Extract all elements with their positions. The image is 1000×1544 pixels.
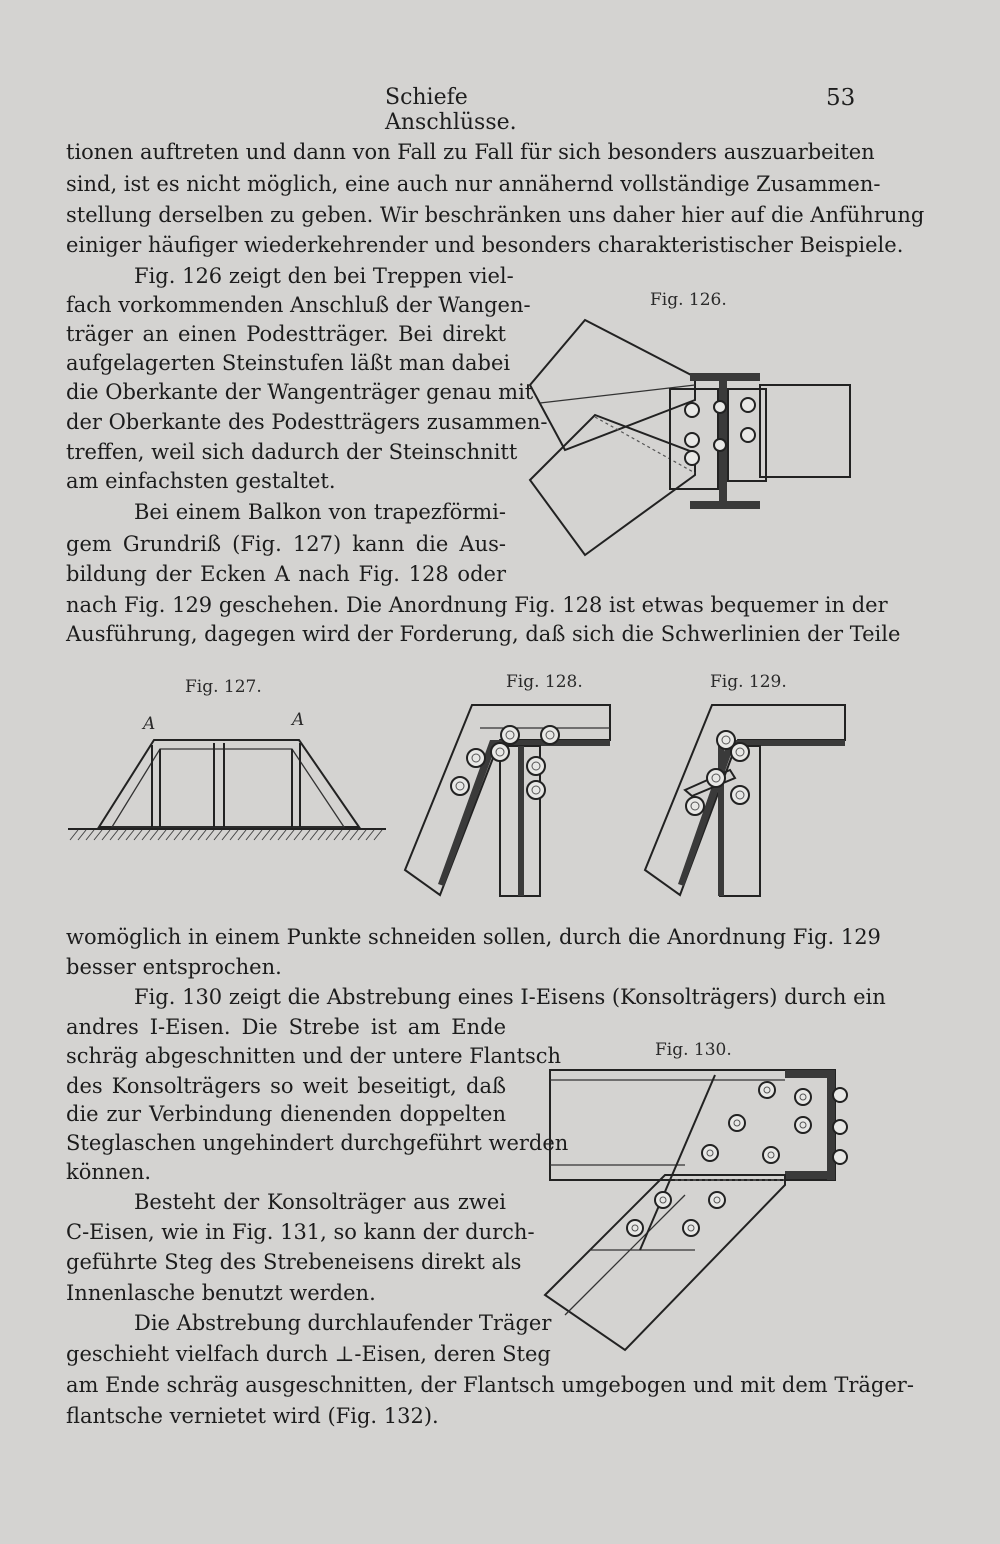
text-line: bildung der Ecken A nach Fig. 128 oder (66, 562, 506, 586)
text-line: Besteht der Konsolträger aus zwei (134, 1190, 506, 1214)
figure-129-drawing (640, 700, 850, 900)
page-number: 53 (826, 85, 856, 111)
text-line: Steglaschen ungehindert durchgeführt werden (66, 1131, 569, 1155)
text-line: des Konsolträgers so weit beseitigt, daß (66, 1074, 506, 1098)
text-line: die zur Verbindung dienenden doppelten (66, 1102, 506, 1126)
text-line: schräg abgeschnitten und der untere Flantsch (66, 1044, 562, 1068)
text-line: nach Fig. 129 geschehen. Die Anordnung Fig. 128 ist etwas bequemer in der (66, 593, 888, 617)
corner-label: A (143, 714, 156, 734)
text-line: geschieht vielfach durch ⊥-Eisen, deren Steg (66, 1342, 551, 1366)
text-line: tionen auftreten und dann von Fall zu Fall für sich besonders auszuarbeiten (66, 140, 875, 164)
text-line: träger an einen Podestträger. Bei direkt (66, 322, 506, 346)
text-line: womöglich in einem Punkte schneiden sollen, durch die Anordnung Fig. 129 (66, 925, 881, 949)
figure-caption: Fig. 126. (650, 290, 727, 310)
text-line: Bei einem Balkon von trapezförmi- (134, 500, 506, 524)
text-line: treffen, weil sich dadurch der Steinschnitt (66, 440, 518, 464)
chapter-title: Schiefe Anschlüsse. (385, 85, 517, 135)
text-line: stellung derselben zu geben. Wir beschränken uns daher hier auf die Anführung (66, 203, 925, 227)
figure-caption: Fig. 130. (655, 1040, 732, 1060)
text-line: gem Grundriß (Fig. 127) kann die Aus- (66, 532, 506, 556)
text-line: Fig. 126 zeigt den bei Treppen viel- (134, 264, 514, 288)
text-line: Fig. 130 zeigt die Abstrebung eines I-Eisens (Konsolträgers) durch ein (134, 985, 886, 1009)
text-line: Ausführung, dagegen wird der Forderung, daß sich die Schwerlinien der Teile (66, 622, 901, 646)
figure-128-drawing (400, 700, 620, 900)
text-line: die Oberkante der Wangenträger genau mit (66, 380, 534, 404)
figure-caption: Fig. 129. (710, 672, 787, 692)
figure-caption: Fig. 128. (506, 672, 583, 692)
text-line: können. (66, 1160, 152, 1184)
text-line: geführte Steg des Strebeneisens direkt als (66, 1250, 522, 1274)
text-line: besser entsprochen. (66, 955, 282, 979)
corner-label: A (292, 710, 305, 730)
text-line: Innenlasche benutzt werden. (66, 1281, 376, 1305)
text-line: am Ende schräg ausgeschnitten, der Flantsch umgebogen und mit dem Träger- (66, 1373, 914, 1397)
figure-130-drawing (545, 1065, 855, 1365)
text-line: am einfachsten gestaltet. (66, 469, 336, 493)
text-line: einiger häufiger wiederkehrender und besonders charakteristischer Beispiele. (66, 233, 904, 257)
text-line: flantsche vernietet wird (Fig. 132). (66, 1404, 439, 1428)
figure-caption: Fig. 127. (185, 677, 262, 697)
text-line: andres I-Eisen. Die Strebe ist am Ende (66, 1015, 506, 1039)
text-line: C-Eisen, wie in Fig. 131, so kann der durch- (66, 1220, 535, 1244)
text-line: Die Abstrebung durchlaufender Träger (134, 1311, 552, 1335)
text-line: aufgelagerten Steinstufen läßt man dabei (66, 351, 511, 375)
figure-126-drawing (520, 315, 860, 565)
figure-127-drawing (64, 735, 394, 855)
text-line: der Oberkante des Podestträgers zusammen- (66, 410, 548, 434)
text-line: sind, ist es nicht möglich, eine auch nur annähernd vollständige Zusammen- (66, 172, 881, 196)
text-line: fach vorkommenden Anschluß der Wangen- (66, 293, 531, 317)
